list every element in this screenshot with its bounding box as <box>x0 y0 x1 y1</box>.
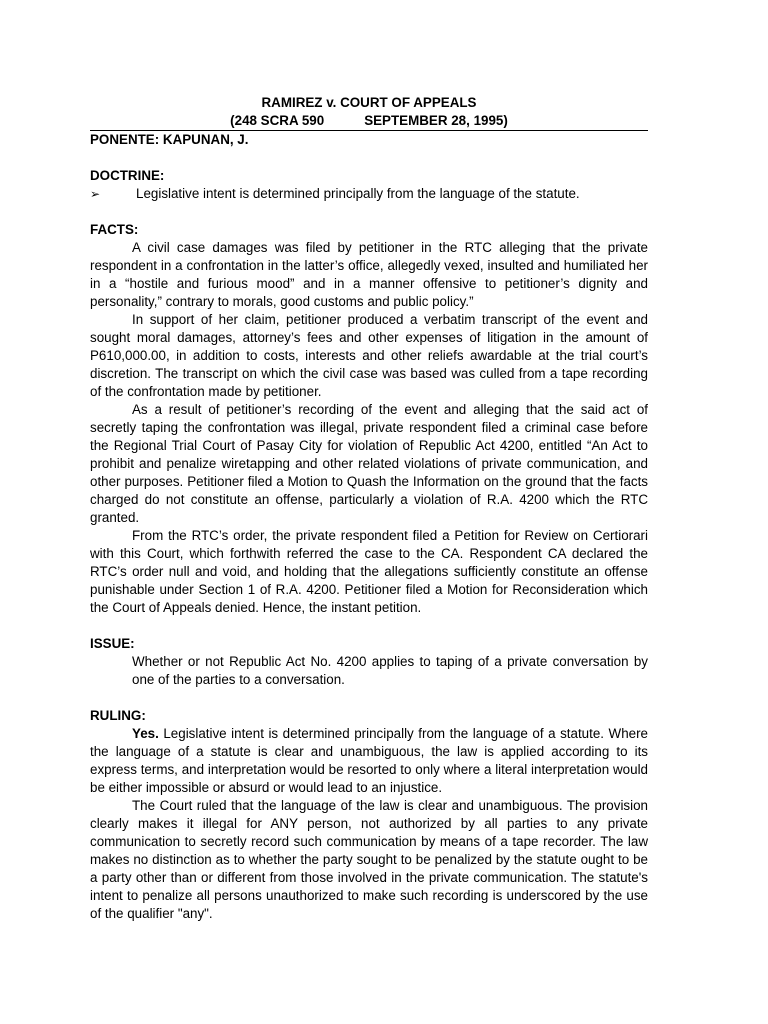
arrow-bullet-icon: ➢ <box>90 187 101 201</box>
doctrine-text: Legislative intent is determined principally from the language of the statute. <box>136 186 580 201</box>
ruling-paragraph: The Court ruled that the language of the law is clear and unambiguous. The provision clearly makes it illegal for ANY person, not authorized by all parties to any private communication to secretly record such communication by means of a tape recorder. The law makes no distinction as to whether the party sought to be penalized by the statute ought to be a party other than or different from those involved in the private communication. The statute's intent to penalize all persons unauthorized to make such recording is underscored by the use of the qualifier "any". <box>90 798 648 921</box>
ruling-heading: RULING: <box>90 708 146 723</box>
ponente: PONENTE: KAPUNAN, J. <box>90 130 648 149</box>
issue-text: Whether or not Republic Act No. 4200 applies to taping of a private conversation by one of the parties to a conversation. <box>132 654 648 687</box>
ruling-first-text: Legislative intent is determined principally from the language of a statute. Where the language of a statute is clear and unambiguous, the law is applied according to its express terms, and interpretation would be resorted to only where a literal interpretation would be either impossible or absurd or would lead to an injustice. <box>90 726 648 795</box>
facts-paragraph: As a result of petitioner’s recording of the event and alleging that the said act of secretly taping the confrontation was illegal, private respondent filed a criminal case before the Regional Trial Court of Pasay City for violation of Republic Act 4200, entitled “An Act to prohibit and penalize wiretapping and other related violations of private communication, and other purposes. Petitioner filed a Motion to Quash the Information on the ground that the facts charged do not constitute an offense, particularly a violation of R.A. 4200 which the RTC granted. <box>90 402 648 525</box>
case-title: RAMIREZ v. COURT OF APPEALS <box>261 95 477 110</box>
ruling-answer: Yes. <box>132 726 159 741</box>
doctrine-heading: DOCTRINE: <box>90 168 165 183</box>
ruling-paragraph <box>90 725 648 797</box>
facts-paragraph: A civil case damages was filed by petitioner in the RTC alleging that the private respondent in a confrontation in the latter’s office, allegedly vexed, insulted and humiliated her in a “hostile and furious mood” and in a manner offensive to petitioner’s dignity and personality,” contrary to morals, good customs and public policy.” <box>90 240 648 309</box>
facts-paragraph: From the RTC’s order, the private respondent filed a Petition for Review on Certiorari with this Court, which forthwith referred the case to the CA. Respondent CA declared the RTC’s order null and void, and holding that the allegations sufficiently constitute an offense punishable under Section 1 of R.A. 4200. Petitioner filed a Motion for Reconsideration which the Court of Appeals denied. Hence, the instant petition. <box>90 528 648 615</box>
document-page <box>90 94 648 923</box>
case-citation: (248 SCRA 590 <box>230 113 325 128</box>
issue-heading: ISSUE: <box>90 636 135 651</box>
doctrine-bullet <box>90 185 648 203</box>
case-citation-row <box>90 112 648 130</box>
case-date: SEPTEMBER 28, 1995) <box>364 113 508 128</box>
facts-heading: FACTS: <box>90 222 139 237</box>
facts-paragraph: In support of her claim, petitioner produced a verbatim transcript of the event and sought moral damages, attorney’s fees and other expenses of litigation in the amount of P610,000.00, in addition to costs, interests and other reliefs awardable at the trial court’s discretion. The transcript on which the civil case was based was culled from a tape recording of the confrontation made by petitioner. <box>90 312 648 399</box>
